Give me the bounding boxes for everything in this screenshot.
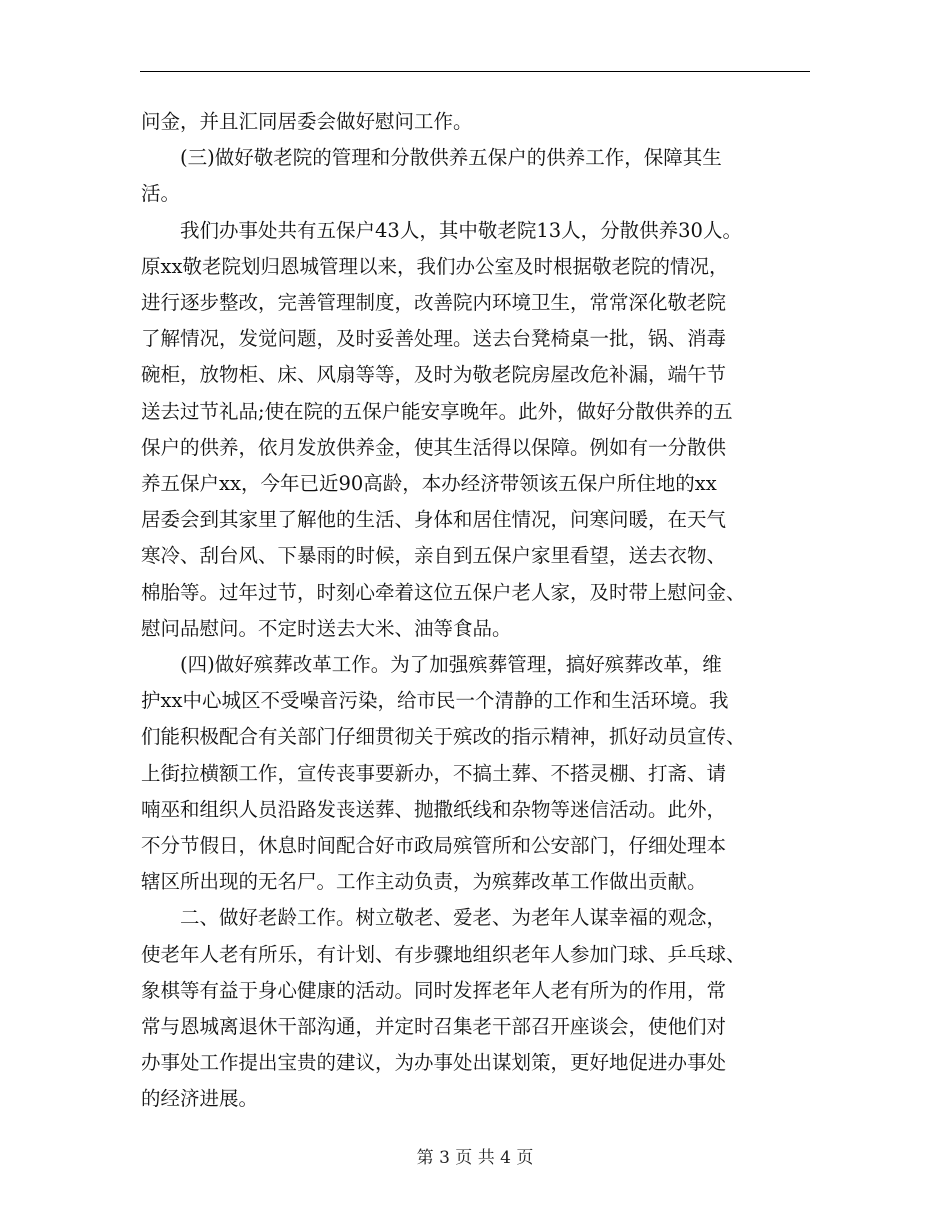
text-line: 常与恩城离退休干部沟通，并定时召集老干部召开座谈会，使他们对 — [141, 1015, 727, 1039]
text-line: 养五保户xx，今年已近90高龄，本办经济带领该五保户所住地的xx — [141, 472, 717, 496]
text-line: 寒冷、刮台风、下暴雨的时候，亲自到五保户家里看望，送去衣物、 — [141, 544, 727, 568]
text-line: 问金，并且汇同居委会做好慰问工作。 — [141, 110, 473, 133]
text-line: 上街拉横额工作，宣传丧事要新办，不搞土葬、不搭灵棚、打斋、请 — [141, 761, 727, 785]
text-line: 办事处工作提出宝贵的建议，为办事处出谋划策，更好地促进办事处 — [141, 1051, 727, 1075]
paragraph — [141, 647, 809, 900]
text-line: 不分节假日，休息时间配合好市政局殡管所和公安部门，仔细处理本 — [141, 834, 727, 858]
text-line: 的经济进展。 — [141, 1087, 259, 1111]
paragraph — [141, 213, 809, 647]
header-rule — [140, 71, 810, 72]
text-line: 居委会到其家里了解他的生活、身体和居住情况，问寒问暖，在天气 — [141, 508, 727, 532]
text-line: 喃巫和组织人员沿路发丧送葬、抛撒纸线和杂物等迷信活动。此外， — [141, 797, 727, 821]
document-body — [141, 104, 809, 1118]
text-line: 慰问品慰问。不定时送去大米、油等食品。 — [141, 616, 512, 640]
text-line: (三)做好敬老院的管理和分散供养五保户的供养工作，保障其生 — [180, 146, 722, 170]
text-line: 们能积极配合有关部门仔细贯彻关于殡改的指示精神，抓好动员宣传、 — [141, 725, 746, 749]
text-line: 二、做好老龄工作。树立敬老、爱老、为老年人谋幸福的观念， — [180, 906, 727, 930]
text-line: 进行逐步整改，完善管理制度，改善院内环境卫生，常常深化敬老院 — [141, 291, 727, 315]
text-line: 了解情况，发觉问题，及时妥善处理。送去台凳椅桌一批，锅、消毒 — [141, 327, 727, 351]
text-line: 辖区所出现的无名尸。工作主动负责，为殡葬改革工作做出贡献。 — [141, 870, 707, 894]
paragraph — [141, 900, 809, 1117]
text-line: 棉胎等。过年过节，时刻心牵着这位五保户老人家，及时带上慰问金、 — [141, 580, 746, 604]
text-line: 保户的供养，依月发放供养金，使其生活得以保障。例如有一分散供 — [141, 435, 727, 459]
paragraph — [141, 140, 809, 212]
text-line: 原xx敬老院划归恩城管理以来，我们办公室及时根据敬老院的情况， — [141, 254, 729, 278]
text-line: (四)做好殡葬改革工作。为了加强殡葬管理，搞好殡葬改革，维 — [180, 653, 722, 677]
text-line: 使老年人老有所乐，有计划、有步骤地组织老年人参加门球、乒乓球、 — [141, 942, 746, 966]
text-line: 我们办事处共有五保户43人，其中敬老院13人，分散供养30人。 — [180, 218, 742, 242]
page-number: 第 3 页 共 4 页 — [416, 1148, 534, 1168]
text-line: 送去过节礼品;使在院的五保户能安享晚年。此外，做好分散供养的五 — [141, 399, 733, 423]
paragraph — [141, 104, 809, 140]
text-line: 活。 — [141, 182, 181, 206]
text-line: 象棋等有益于身心健康的活动。同时发挥老年人老有所为的作用，常 — [141, 978, 727, 1002]
text-line: 碗柜，放物柜、床、风扇等等，及时为敬老院房屋改危补漏，端午节 — [141, 363, 727, 387]
text-line: 护xx中心城区不受噪音污染，给市民一个清静的工作和生活环境。我 — [141, 689, 729, 713]
